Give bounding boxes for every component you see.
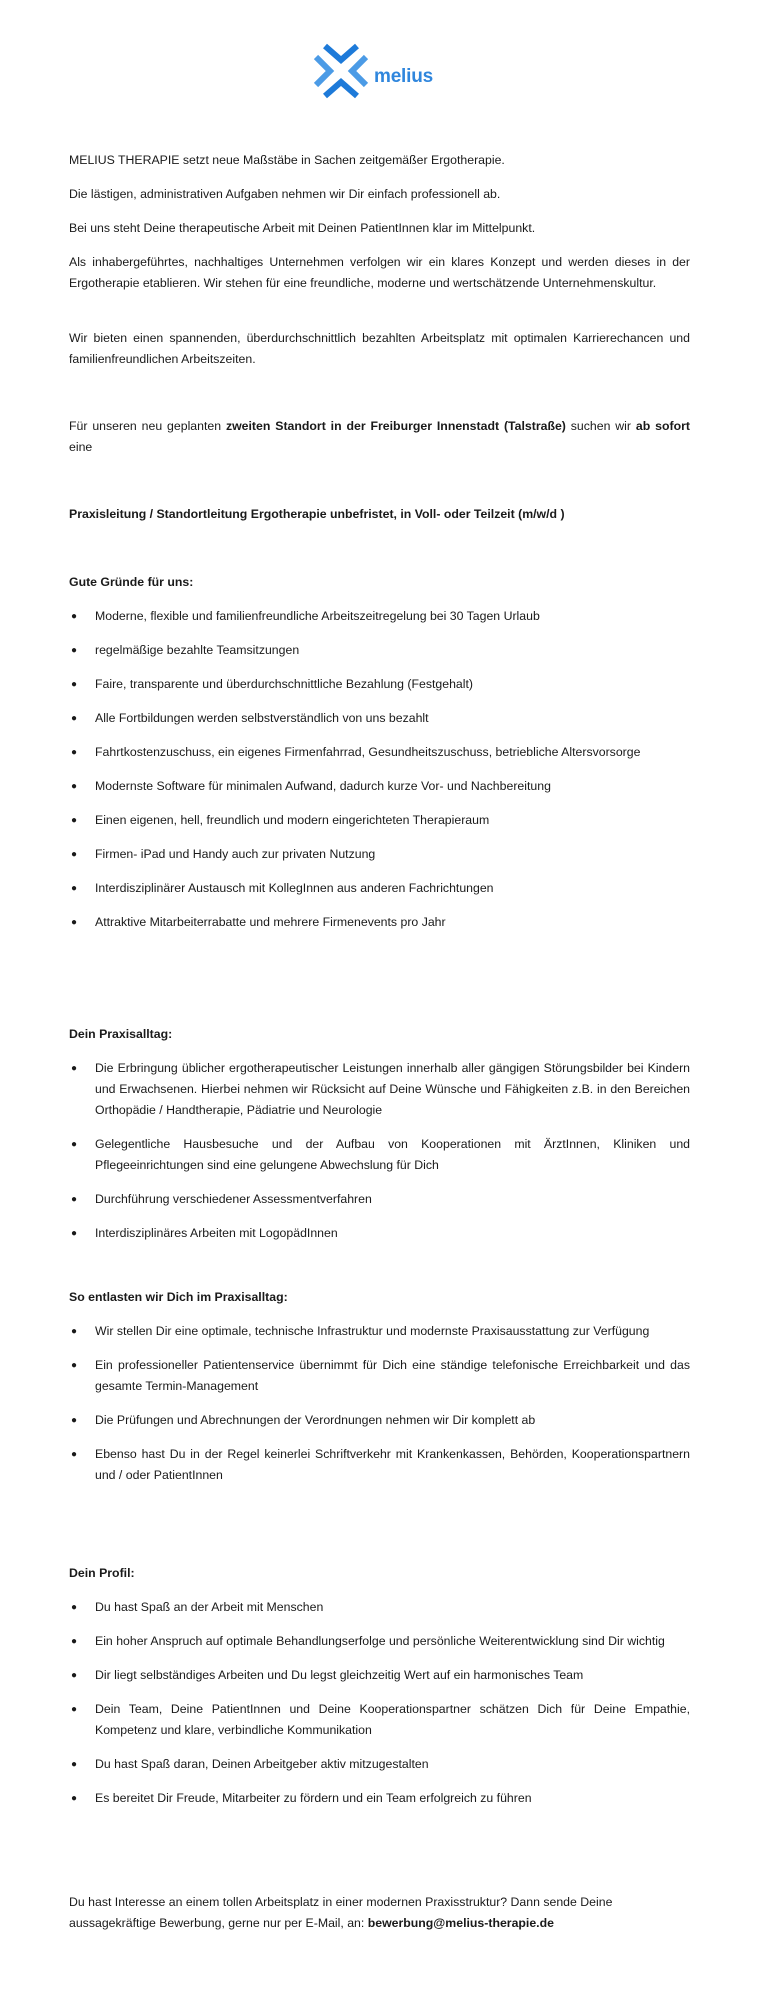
list-item xyxy=(69,912,690,933)
list-item-text: Ebenso hast Du in der Regel keinerlei Schriftverkehr mit Krankenkassen, Behörden, Kooperationspartnern und / oder PatientInnen xyxy=(95,1447,690,1482)
intro-paragraph: Bei uns steht Deine therapeutische Arbeit mit Deinen PatientInnen klar im Mittelpunkt. xyxy=(69,221,536,235)
list-item xyxy=(69,1410,690,1431)
list-item xyxy=(69,1058,690,1121)
bullet-icon: ● xyxy=(71,1063,78,1074)
list-item xyxy=(69,810,690,831)
list-item xyxy=(69,878,690,899)
list-item-text: Modernste Software für minimalen Aufwand, dadurch kurze Vor- und Nachbereitung xyxy=(95,779,551,793)
intro-paragraph: Als inhabergeführtes, nachhaltiges Unternehmen verfolgen wir ein klares Konzept und werden dieses in der Ergotherapie etablieren. Wir stehen für eine freundliche, moderne und wertschätzende Unternehmenskultur. xyxy=(69,255,690,290)
list-item-text: Die Prüfungen und Abrechnungen der Verordnungen nehmen wir Dir komplett ab xyxy=(95,1413,536,1427)
bullet-icon: ● xyxy=(71,1793,78,1804)
list-item-text: Wir stellen Dir eine optimale, technische Infrastruktur und modernste Praxisausstattung zur Verfügung xyxy=(95,1324,650,1338)
application-email-link[interactable]: bewerbung@melius-therapie.de xyxy=(367,1916,554,1930)
location-paragraph xyxy=(69,416,690,458)
list-item-text: Attraktive Mitarbeiterrabatte und mehrere Firmenevents pro Jahr xyxy=(95,915,446,929)
list-item-text: Durchführung verschiedener Assessmentverfahren xyxy=(95,1192,372,1206)
bullet-icon: ● xyxy=(71,713,78,724)
closing-text: Du hast Interesse an einem tollen Arbeitsplatz in einer modernen Praxisstruktur? Dann sende Deine aussagekräftige Bewerbung, gerne nur per E-Mail, an: xyxy=(69,1895,613,1930)
logo-wordmark: melius xyxy=(374,66,433,87)
melius-logo xyxy=(310,40,433,102)
intro-paragraph: Wir bieten einen spannenden, überdurchschnittlich bezahlten Arbeitsplatz mit optimalen Karrierechancen und familienfreundlichen Arbeitszeiten. xyxy=(69,331,690,366)
section-heading-profile: Dein Profil: xyxy=(69,1566,135,1580)
list-item xyxy=(69,1597,690,1618)
list-item xyxy=(69,1665,690,1686)
list-item-text: Die Erbringung üblicher ergotherapeutischer Leistungen innerhalb aller gängigen Störungsbilder bei Kindern und Erwachsenen. Hierbei nehmen wir Rücksicht auf Deine Wünsche und Fähigkeiten z.B. in den Bereichen Orthopädie / Handtherapie, Pädiatrie und Neurologie xyxy=(95,1061,690,1117)
list-item-text: Einen eigenen, hell, freundlich und modern eingerichteten Therapieraum xyxy=(95,813,490,827)
bullet-icon: ● xyxy=(71,1326,78,1337)
start-date-highlight: ab sofort xyxy=(635,419,690,433)
list-item xyxy=(69,1355,690,1397)
list-item-text: Dir liegt selbständiges Arbeiten und Du legst gleichzeitig Wert auf ein harmonisches Team xyxy=(95,1668,584,1682)
list-item-text: Es bereitet Dir Freude, Mitarbeiter zu fördern und ein Team erfolgreich zu führen xyxy=(95,1791,532,1805)
list-item-text: regelmäßige bezahlte Teamsitzungen xyxy=(95,643,300,657)
section-heading-daily: Dein Praxisalltag: xyxy=(69,1027,173,1041)
list-item xyxy=(69,708,690,729)
bullet-icon: ● xyxy=(71,883,78,894)
list-item-text: Du hast Spaß an der Arbeit mit Menschen xyxy=(95,1600,324,1614)
location-text: eine xyxy=(69,440,93,454)
bullet-icon: ● xyxy=(71,645,78,656)
list-item-text: Du hast Spaß daran, Deinen Arbeitgeber aktiv mitzugestalten xyxy=(95,1757,429,1771)
bullet-icon: ● xyxy=(71,1704,78,1715)
list-item xyxy=(69,1444,690,1486)
list-item xyxy=(69,1223,690,1244)
location-highlight: zweiten Standort in der Freiburger Innenstadt (Talstraße) xyxy=(225,419,566,433)
bullet-icon: ● xyxy=(71,815,78,826)
bullet-icon: ● xyxy=(71,1194,78,1205)
bullet-icon: ● xyxy=(71,1228,78,1239)
list-item-text: Faire, transparente und überdurchschnittliche Bezahlung (Festgehalt) xyxy=(95,677,474,691)
bullet-icon: ● xyxy=(71,781,78,792)
list-item xyxy=(69,1321,690,1342)
intro-paragraph: MELIUS THERAPIE setzt neue Maßstäbe in Sachen zeitgemäßer Ergotherapie. xyxy=(69,153,505,167)
list-item-text: Dein Team, Deine PatientInnen und Deine Kooperationspartner schätzen Dich für Deine Empathie, Kompetenz und klare, verbindliche Kommunikation xyxy=(95,1702,690,1737)
location-text: suchen wir xyxy=(565,419,636,433)
list-item xyxy=(69,1754,690,1775)
bullet-icon: ● xyxy=(71,917,78,928)
list-item-text: Interdisziplinäres Arbeiten mit LogopädInnen xyxy=(95,1226,338,1240)
profile-list xyxy=(69,1597,690,1809)
intro-paragraph: Die lästigen, administrativen Aufgaben nehmen wir Dir einfach professionell ab. xyxy=(69,187,501,201)
list-item xyxy=(69,742,690,763)
daily-list xyxy=(69,1058,690,1244)
bullet-icon: ● xyxy=(71,679,78,690)
list-item-text: Gelegentliche Hausbesuche und der Aufbau von Kooperationen mit ÄrztInnen, Kliniken und Pflegeeinrichtungen sind eine gelungene Abwechslung für Dich xyxy=(95,1137,690,1172)
list-item xyxy=(69,606,690,627)
bullet-icon: ● xyxy=(71,1139,78,1150)
list-item-text: Interdisziplinärer Austausch mit KollegInnen aus anderen Fachrichtungen xyxy=(95,881,494,895)
bullet-icon: ● xyxy=(71,1759,78,1770)
list-item-text: Fahrtkostenzuschuss, ein eigenes Firmenfahrrad, Gesundheitszuschuss, betriebliche Altersvorsorge xyxy=(95,745,641,759)
section-heading-relief: So entlasten wir Dich im Praxisalltag: xyxy=(69,1290,288,1304)
bullet-icon: ● xyxy=(71,1670,78,1681)
bullet-icon: ● xyxy=(71,1602,78,1613)
bullet-icon: ● xyxy=(71,1415,78,1426)
list-item-text: Firmen- iPad und Handy auch zur privaten Nutzung xyxy=(95,847,376,861)
job-title: Praxisleitung / Standortleitung Ergotherapie unbefristet, in Voll- oder Teilzeit (m/w/d ) xyxy=(69,507,565,521)
section-heading-reasons: Gute Gründe für uns: xyxy=(69,575,194,589)
bullet-icon: ● xyxy=(71,1636,78,1647)
bullet-icon: ● xyxy=(71,747,78,758)
closing-paragraph xyxy=(69,1892,690,1934)
list-item-text: Ein hoher Anspruch auf optimale Behandlungserfolge und persönliche Weiterentwicklung sind Dir wichtig xyxy=(95,1634,665,1648)
bullet-icon: ● xyxy=(71,1360,78,1371)
list-item xyxy=(69,1788,690,1809)
list-item xyxy=(69,674,690,695)
list-item xyxy=(69,844,690,865)
list-item xyxy=(69,1189,690,1210)
list-item xyxy=(69,640,690,661)
list-item xyxy=(69,1134,690,1176)
list-item xyxy=(69,1699,690,1741)
bullet-icon: ● xyxy=(71,611,78,622)
list-item-text: Alle Fortbildungen werden selbstverständlich von uns bezahlt xyxy=(95,711,429,725)
list-item-text: Moderne, flexible und familienfreundliche Arbeitszeitregelung bei 30 Tagen Urlaub xyxy=(95,609,540,623)
list-item xyxy=(69,1631,690,1652)
location-text: Für unseren neu geplanten xyxy=(69,419,226,433)
melius-x-icon xyxy=(310,40,372,102)
reasons-list xyxy=(69,606,690,933)
list-item-text: Ein professioneller Patientenservice übernimmt für Dich eine ständige telefonische Erreichbarkeit und das gesamte Termin-Management xyxy=(95,1358,690,1393)
bullet-icon: ● xyxy=(71,1449,78,1460)
bullet-icon: ● xyxy=(71,849,78,860)
list-item xyxy=(69,776,690,797)
relief-list xyxy=(69,1321,690,1486)
